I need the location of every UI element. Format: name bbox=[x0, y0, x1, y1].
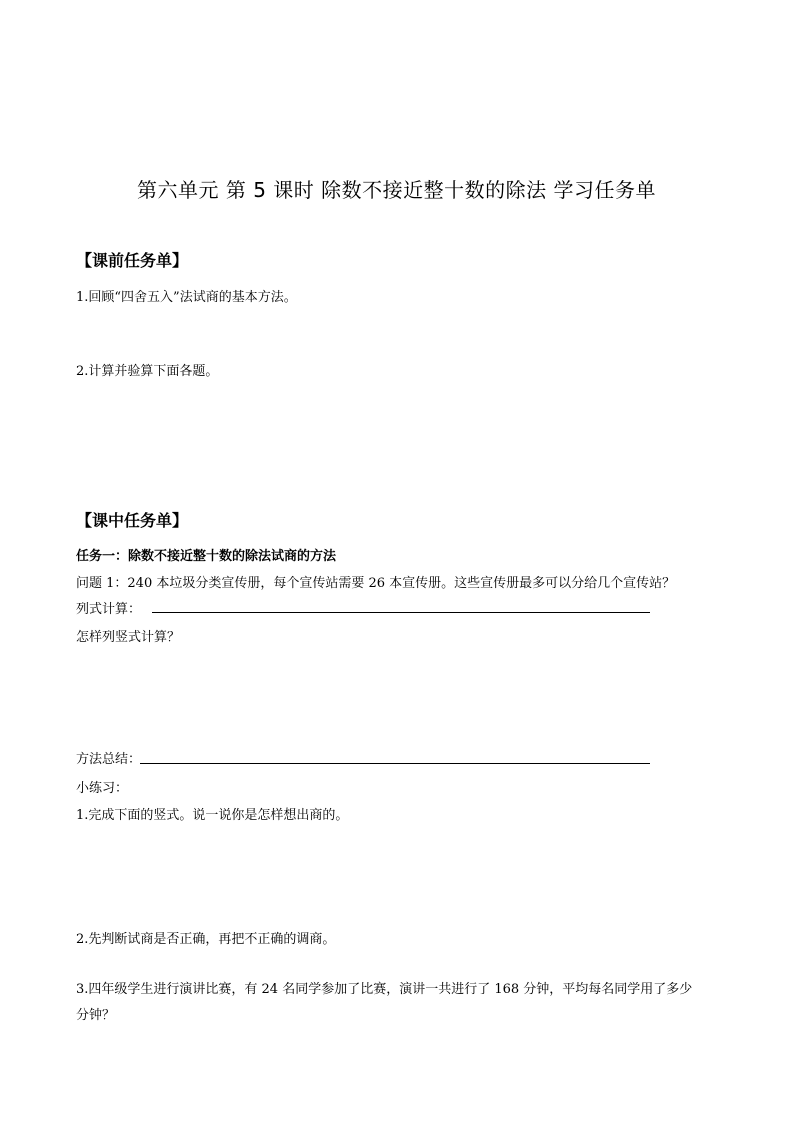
practice-item-3-line-1: 3.四年级学生进行演讲比赛，有 24 名同学参加了比赛，演讲一共进行了 168 分钟，平均每名同学用了多少 bbox=[76, 982, 693, 997]
pre-class-heading: 【课前任务单】 bbox=[76, 251, 189, 270]
vertical-calc-question: 怎样列竖式计算？ bbox=[76, 630, 181, 645]
method-summary-answer-line bbox=[140, 763, 650, 764]
practice-label: 小练习： bbox=[76, 781, 129, 796]
method-summary-label: 方法总结： bbox=[76, 752, 142, 767]
practice-item-3-line-2: 分钟？ bbox=[76, 1008, 116, 1023]
practice-item-1: 1.完成下面的竖式。说一说你是怎样想出商的。 bbox=[76, 808, 349, 823]
pre-class-item-2: 2.计算并验算下面各题。 bbox=[76, 364, 219, 379]
pre-class-item-1: 1.回顾“四舍五入”法试商的基本方法。 bbox=[76, 290, 297, 305]
page-title: 第六单元 第 5 课时 除数不接近整十数的除法 学习任务单 bbox=[136, 178, 656, 202]
in-class-heading: 【课中任务单】 bbox=[76, 511, 189, 530]
list-calc-answer-line bbox=[152, 612, 650, 613]
question-1: 问题 1：240 本垃圾分类宣传册，每个宣传站需要 26 本宣传册。这些宣传册最多可以分给几个宣传站？ bbox=[76, 576, 676, 591]
task-1-title: 任务一：除数不接近整十数的除法试商的方法 bbox=[76, 549, 337, 564]
list-calc-label: 列式计算： bbox=[76, 602, 142, 617]
practice-item-2: 2.先判断试商是否正确，再把不正确的调商。 bbox=[76, 932, 336, 947]
